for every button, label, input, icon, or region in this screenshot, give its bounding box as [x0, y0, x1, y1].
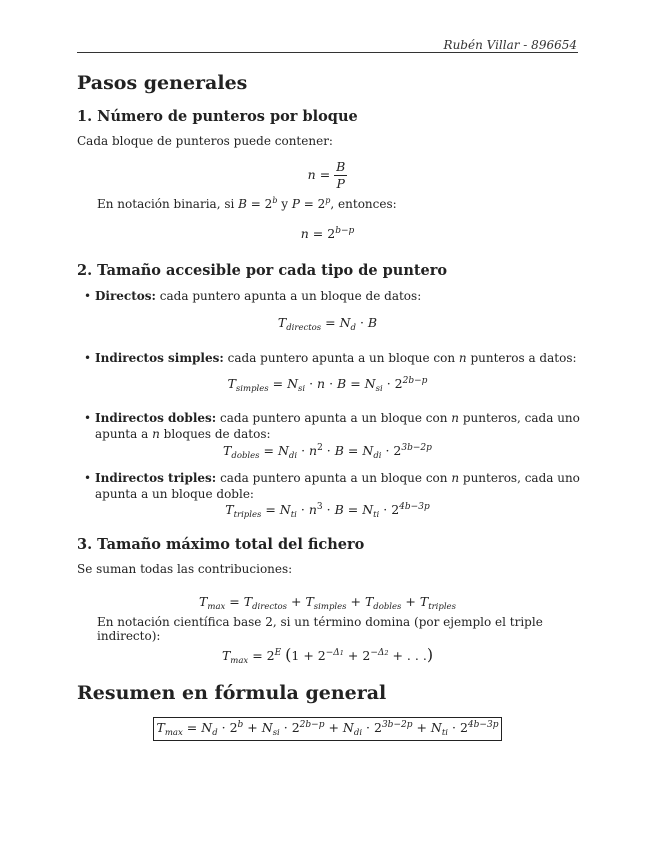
bullet-icon: • [84, 289, 92, 303]
equation-n-fraction: n = $\frac{B}{P}$ [307, 159, 346, 191]
section-title-summary: Resumen en fórmula general [77, 682, 387, 704]
header-rule [77, 52, 578, 53]
section-title-general: Pasos generales [77, 72, 248, 94]
subsection-title-3: 3. Tamaño máximo total del fichero [77, 536, 365, 553]
bullet-icon: • [84, 351, 92, 365]
s3-note: En notación científica base 2, si un término domina (por ejemplo el triple indirecto): [97, 615, 543, 643]
equation-t-directos: $T_{directos} = N_d \cdot B$ [277, 315, 378, 333]
equation-t-dobles: $T_{dobles} = N_{di} \cdot n^2 \cdot B = N_{di} \cdot 2^{3b-2p}$ [223, 443, 432, 461]
equation-t-triples: $T_{triples} = N_{ti} \cdot n^3 \cdot B = N_{ti} \cdot 2^{4b-3p}$ [225, 502, 430, 520]
author-header: Rubén Villar - 896654 [443, 38, 577, 52]
s3-intro: Se suman todas las contribuciones: [77, 562, 293, 576]
s1-intro: Cada bloque de punteros puede contener: [77, 134, 333, 148]
equation-t-max-sum: $T_{max} = T_{directos} + T_{simples} + T_{dobles} + T_{triples}$ [199, 594, 456, 612]
bullet-icon: • [84, 411, 92, 425]
list-item-directos: • Directos: cada puntero apunta a un bloque de datos: [84, 289, 422, 303]
summary-formula-box: $T_{max} = N_d \cdot 2^b + N_{si} \cdot 2^{2b-p} + N_{di} \cdot 2^{3b-2p} + N_{ti} \cdot 2^{4b-3p}$ [153, 717, 503, 741]
s1-binary-note: En notación binaria, si $B = 2^b$ y $P = 2^p$, entonces: [97, 196, 397, 211]
equation-t-max-scientific: $T_{max} = 2^E$ ($1 + 2^{-\Delta 1} + 2^{-\Delta 2}$ + . . .) [221, 645, 434, 666]
list-item-indirectos-dobles: • Indirectos dobles: cada puntero apunta a un bloque con n punteros, cada uno apunta a n bloques de datos: [84, 411, 580, 441]
equation-n-binary: $n = 2^{b-p}$ [300, 226, 355, 241]
subsection-title-2: 2. Tamaño accesible por cada tipo de puntero [77, 262, 448, 279]
equation-summary-boxed [77, 717, 578, 741]
equation-t-simples: $T_{simples} = N_{si} \cdot n \cdot B = N_{si} \cdot 2^{2b-p}$ [227, 376, 428, 394]
bullet-icon: • [84, 471, 92, 485]
subsection-title-1: 1. Número de punteros por bloque [77, 108, 358, 125]
list-item-indirectos-triples: • Indirectos triples: cada puntero apunta a un bloque con n punteros, cada uno apunta a un bloque doble: [84, 471, 580, 501]
list-item-indirectos-simples: • Indirectos simples: cada puntero apunta a un bloque con n punteros a datos: [84, 351, 577, 365]
